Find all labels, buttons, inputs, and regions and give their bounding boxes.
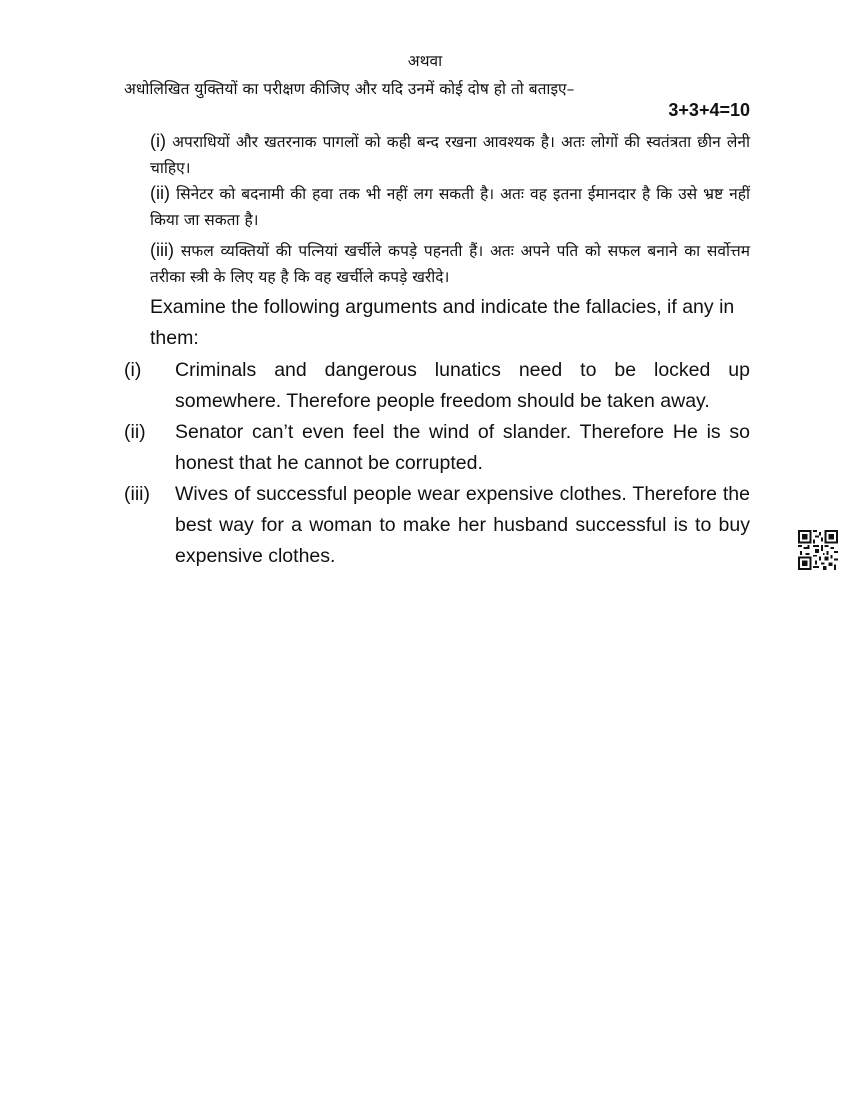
english-item-2-number: (ii): [124, 421, 146, 443]
hindi-item-2: [150, 180, 750, 233]
english-item-1: [124, 355, 750, 417]
english-item-3: [124, 479, 750, 572]
hindi-item-3-text: सफल व्यक्तियों की पत्नियां खर्चीले कपड़े पहनती हैं। अतः अपने पति को सफल बनाने का सर्वोत्तम तरीका स्त्री के लिए यह है कि वह खर्चीले कपड़े खरीदे।: [150, 242, 750, 286]
hindi-item-3-number: (iii): [150, 240, 181, 260]
hindi-item-3: [150, 237, 750, 290]
hindi-item-1: [150, 128, 750, 181]
intro-english: Examine the following arguments and indicate the fallacies, if any in them:: [150, 296, 735, 349]
hindi-item-2-number: (ii): [150, 183, 177, 203]
english-item-3-text: Wives of successful people wear expensive clothes. Therefore the best way for a woman to make her husband successful is to buy expensive clothes.: [175, 483, 750, 567]
english-item-1-number: (i): [124, 359, 142, 381]
hindi-item-1-text: अपराधियों और खतरनाक पागलों को कही बन्द रखना आवश्यक है। अतः लोगों की स्वतंत्रता छीन लेनी चाहिए।: [150, 133, 750, 177]
english-item-2: [124, 417, 750, 479]
english-item-3-number: (iii): [124, 483, 150, 505]
qr-code-icon: [798, 530, 838, 570]
english-item-2-text: Senator can’t even feel the wind of slander. Therefore He is so honest that he cannot be corrupted.: [175, 421, 750, 474]
intro-hindi: अधोलिखित युक्तियों का परीक्षण कीजिए और यदि उनमें कोई दोष हो तो बताइए–: [124, 80, 575, 98]
heading-athva: अथवा: [407, 52, 443, 70]
hindi-item-2-text: सिनेटर को बदनामी की हवा तक भी नहीं लग सकती है। अतः वह इतना ईमानदार है कि उसे भ्रष्ट नहीं किया जा सकता है।: [150, 185, 750, 229]
hindi-item-1-number: (i): [150, 131, 173, 151]
english-item-1-text: Criminals and dangerous lunatics need to be locked up somewhere. Therefore people freedom should be taken away.: [175, 359, 750, 412]
marks-label: 3+3+4=10: [668, 100, 750, 120]
